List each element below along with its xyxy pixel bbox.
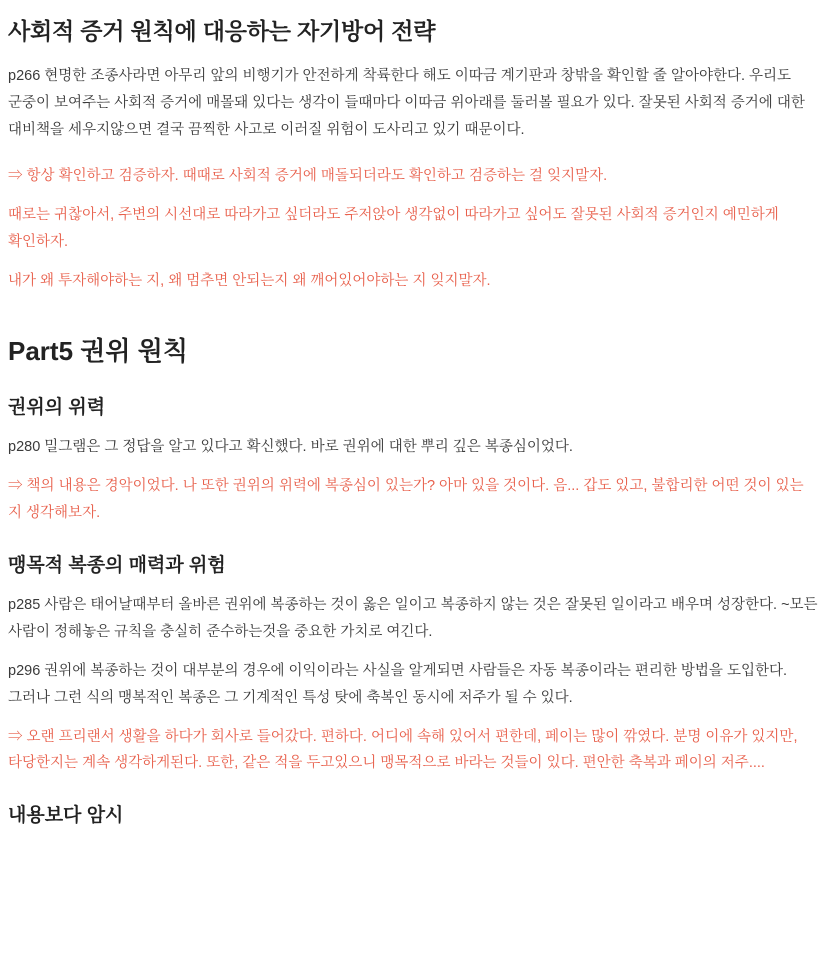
spacer: [8, 155, 819, 163]
paragraph-p266: p266 현명한 조종사라면 아무리 앞의 비행기가 안전하게 착륙한다 해도 이따금 계기판과 창밖을 확인할 줄 알아야한다. 우리도 군중이 보여주는 사회적 증거에 매몰돼 있다는 생각이 들때마다 이따금 위아래를 둘러볼 필요가 있다. 잘못된 사회적 증거에 대한 대비책을 세우지않으면 결국 끔찍한 사고로 이러질 위험이 도사리고 있기 때문이다.: [8, 68, 805, 138]
section-heading-suggestion-over-content: 내용보다 암시: [8, 805, 124, 827]
paragraph-p285: p285 사람은 태어날때부터 올바른 권위에 복종하는 것이 옳은 일이고 복종하지 않는 것은 잘못된 일이라고 배우며 성장한다. ~모든 사람이 정해놓은 규칙을 충실히 준수하는것을 중요한 가치로 여긴다.: [8, 597, 818, 641]
note-remember-why: 내가 왜 투자해야하는 지, 왜 멈추면 안되는지 왜 깨어있어야하는 지 잊지말자.: [8, 272, 491, 289]
section-heading-authority-power: 권위의 위력: [8, 396, 106, 418]
paragraph-p280: p280 밀그램은 그 정답을 알고 있다고 확신했다. 바로 권위에 대한 뿌리 깊은 복종심이었다.: [8, 439, 573, 456]
note-authority-reflection: ⇒ 책의 내용은 경악이었다. 나 또한 권위의 위력에 복종심이 있는가? 아마 있을 것이다. 음... 갑도 있고, 불합리한 어떤 것이 있는 지 생각해보자.: [8, 477, 804, 521]
note-freelancer-reflection: ⇒ 오랜 프리랜서 생활을 하다가 회사로 들어갔다. 편하다. 어디에 속해 있어서 편한데, 페이는 많이 깎였다. 분명 이유가 있지만, 타당한지는 계속 생각하게된다. 또한, 같은 적을 두고있으니 맹목적으로 바라는 것들이 있다. 편안한 축복과 페이의 저주....: [8, 728, 798, 772]
section-heading-blind-obedience: 맹목적 복종의 매력과 위험: [8, 554, 226, 576]
part-heading-part5: Part5 권위 원칙: [8, 335, 188, 366]
note-check-sensitively: 때로는 귀찮아서, 주변의 시선대로 따라가고 싶더라도 주저앉아 생각없이 따라가고 싶어도 잘못된 사회적 증거인지 예민하게 확인하자.: [8, 207, 779, 251]
page-title: 사회적 증거 원칙에 대응하는 자기방어 전략: [8, 18, 436, 44]
note-verify-and-validate: ⇒ 항상 확인하고 검증하자. 때때로 사회적 증거에 매돌되더라도 확인하고 검증하는 걸 잊지말자.: [8, 168, 608, 185]
paragraph-p296: p296 권위에 복종하는 것이 대부분의 경우에 이익이라는 사실을 알게되면 사람들은 자동 복종이라는 편리한 방법을 도입한다. 그러나 그런 식의 맹복적인 복종은 그 기계적인 특성 탓에 축복인 동시에 저주가 될 수 있다.: [8, 662, 788, 706]
